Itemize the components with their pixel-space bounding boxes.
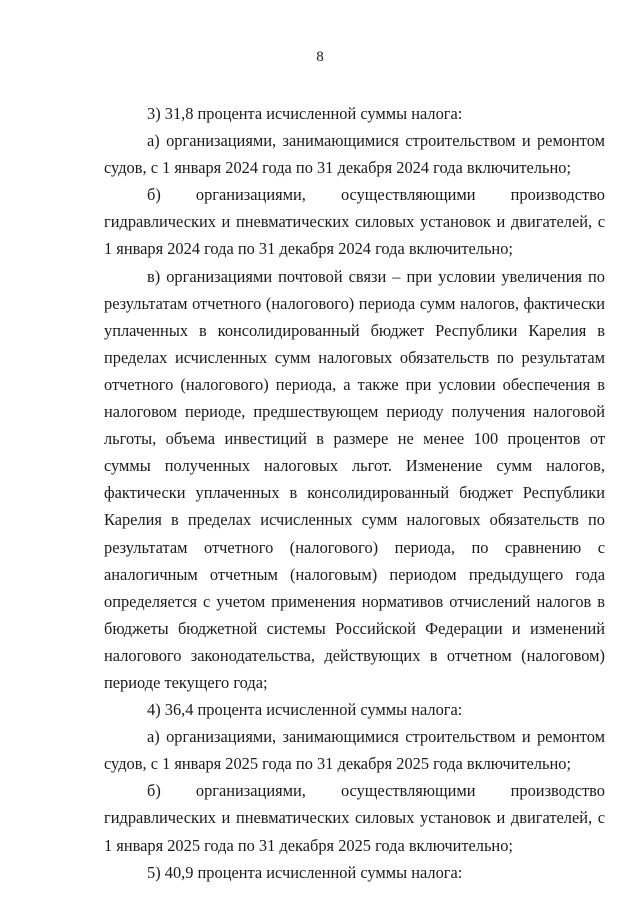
document-body [104, 100, 605, 886]
paragraph-item-4a: а) организациями, занимающимися строительством и ремонтом судов, с 1 января 2025 года по 31 декабря 2025 года включительно; [104, 727, 605, 774]
paragraph-item-3a: а) организациями, занимающимися строительством и ремонтом судов, с 1 января 2024 года по 31 декабря 2024 года включительно; [104, 131, 605, 178]
paragraph-item-4b: б) организациями, осуществляющими производство гидравлических и пневматических силовых установок и двигателей, с 1 января 2025 года по 31 декабря 2025 года включительно; [104, 781, 605, 855]
paragraph-item-3: 3) 31,8 процента исчисленной суммы налога: [147, 104, 463, 123]
page-number: 8 [316, 49, 324, 65]
paragraph-item-5: 5) 40,9 процента исчисленной суммы налога: [147, 862, 463, 882]
paragraph-item-3v: в) организациями почтовой связи – при условии увеличения по результатам отчетного (налогового) периода сумм налогов, фактически уплаченных в консолидированный бюджет Республики Карелия в пределах исчисленных сумм налоговых обязательств по результатам отчетного (налогового) периода, а также при условии обеспечения в налоговом периоде, предшествующем периоду получения налоговой льготы, объема инвестиций в размере не менее 100 процентов от суммы полученных налоговых льгот. Изменение сумм налогов, фактически уплаченных в консолидированный бюджет Республики Карелия в пределах исчисленных сумм налоговых обязательств по результатам отчетного (налогового) периода, по сравнению с аналогичным отчетным (налоговым) периодом предыдущего года определяется с учетом применения нормативов отчислений налогов в бюджеты бюджетной системы Российской Федерации и изменений налогового законодательства, действующих в отчетном (налоговом) периоде текущего года; [104, 266, 605, 692]
paragraph-item-3b: б) организациями, осуществляющими производство гидравлических и пневматических силовых установок и двигателей, с 1 января 2024 года по 31 декабря 2024 года включительно; [104, 185, 605, 259]
paragraph-item-4: 4) 36,4 процента исчисленной суммы налога: [147, 700, 463, 720]
